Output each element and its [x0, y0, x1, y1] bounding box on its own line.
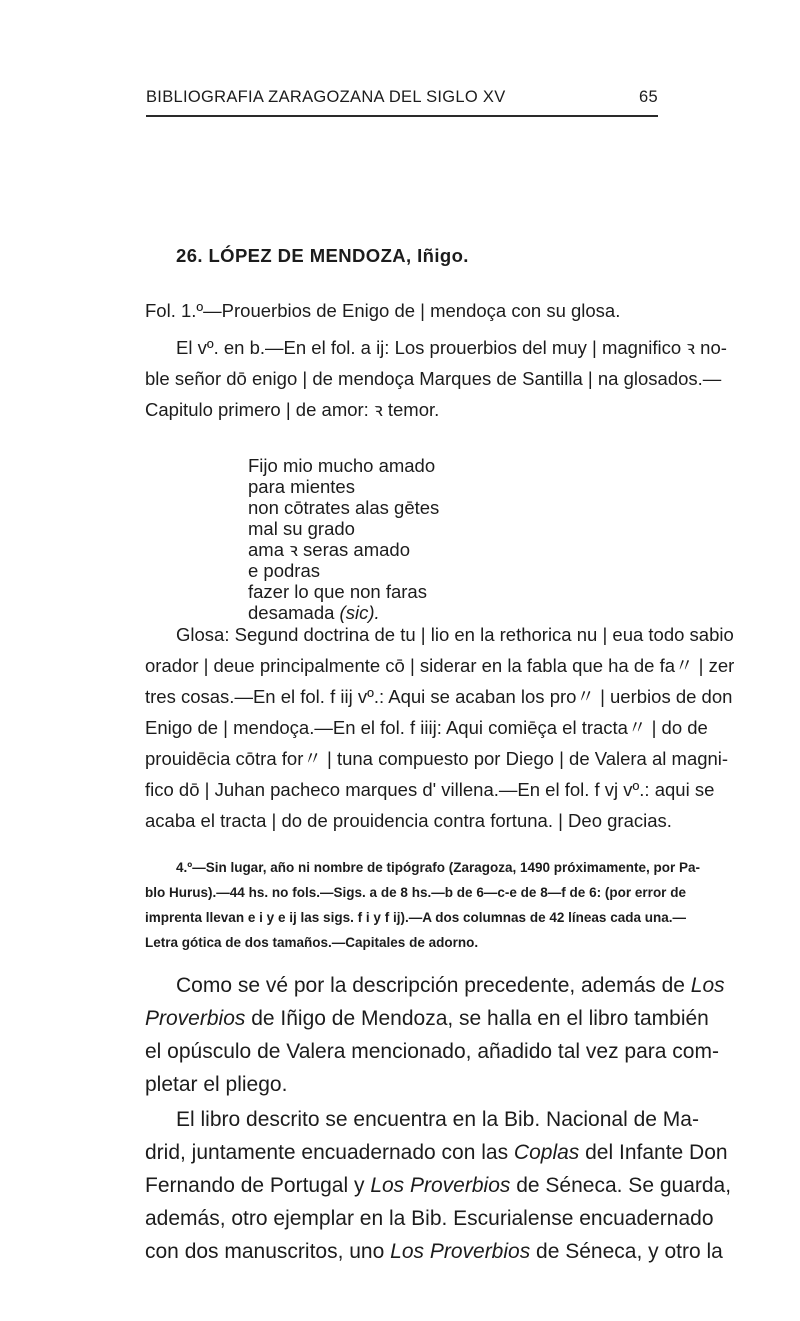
note-line: Letra gótica de dos tamaños.—Capitales de adorno.: [145, 935, 479, 950]
text-run: Fernando de Portugal y: [145, 1174, 371, 1197]
entry-number-author: 26. LÓPEZ DE MENDOZA,: [176, 245, 412, 266]
glosa-line: fico dō | Juhan pacheco marques d' villena.—En el fol. f vj vº.: aqui se: [145, 779, 715, 800]
glosa-line: orador | deue principalmente cō | siderar en la fabla que ha de fa〃 | zer: [145, 655, 735, 676]
description-line: Fol. 1.º—Prouerbios de Enigo de | mendoça con su glosa.: [145, 300, 621, 321]
glosa-line: Enigo de | mendoça.—En el fol. f iiij: Aqui comiēça el tracta〃 | do de: [145, 717, 708, 738]
commentary-line: El libro descrito se encuentra en la Bib. Nacional de Ma-: [176, 1108, 699, 1131]
text-run: de Séneca, y otro la: [530, 1240, 723, 1263]
commentary-line: [145, 1003, 709, 1034]
verse-line: fazer lo que non faras: [248, 581, 427, 602]
description-line: ble señor dō enigo | de mendoça Marques de Santilla | na glosados.—: [145, 368, 722, 389]
verse-line: mal su grado: [248, 518, 355, 539]
description-line: Capitulo primero | de amor: ꝛ temor.: [145, 399, 440, 420]
entry-heading: [176, 245, 469, 267]
glosa-line: prouidēcia cōtra for〃 | tuna compuesto por Diego | de Valera al magni-: [145, 748, 729, 769]
header-rule: [146, 115, 658, 117]
text-run: Como se vé por la descripción precedente, además de: [176, 974, 691, 997]
glosa-line: tres cosas.—En el fol. f iij vº.: Aqui se acaban los pro〃 | uerbios de don: [145, 686, 733, 707]
italic-title: Los Proverbios: [390, 1240, 531, 1263]
verse-line: ama ꝛ seras amado: [248, 539, 410, 560]
commentary-line: además, otro ejemplar en la Bib. Escurialense encuadernado: [145, 1207, 714, 1230]
commentary-line: el opúsculo de Valera mencionado, añadido tal vez para com-: [145, 1040, 719, 1063]
note-line: blo Hurus).—44 hs. no fols.—Sigs. a de 8 hs.—b de 6—c-e de 8—f de 6: (por error de: [145, 885, 686, 900]
commentary-line: [145, 1236, 723, 1267]
glosa-line: Glosa: Segund doctrina de tu | lio en la rethorica nu | eua todo sabio: [176, 624, 734, 645]
text-run: drid, juntamente encuadernado con las: [145, 1141, 514, 1164]
text-run: de Iñigo de Mendoza, se halla en el libro también: [245, 1007, 709, 1030]
verse-line: para mientes: [248, 476, 355, 497]
running-title: BIBLIOGRAFIA ZARAGOZANA DEL SIGLO XV: [146, 88, 506, 106]
description-line: El vº. en b.—En el fol. a ij: Los prouerbios del muy | magnifico ꝛ no-: [176, 337, 727, 358]
italic-title: Los: [690, 974, 725, 997]
italic-title: Proverbios: [145, 1007, 246, 1030]
note-line: 4.º—Sin lugar, año ni nombre de tipógrafo (Zaragoza, 1490 próximamente, por Pa-: [176, 860, 701, 875]
verse-block: [248, 455, 439, 623]
note-line: imprenta llevan e i y e ij las sigs. f i y f ij).—A dos columnas de 42 líneas cada una.—: [145, 910, 686, 925]
verse-text: desamada: [248, 602, 335, 623]
commentary-line: [145, 1170, 732, 1201]
verse-line: Fijo mio mucho amado: [248, 455, 436, 476]
commentary-line: pletar el pliego.: [145, 1073, 288, 1096]
commentary-line: [145, 1137, 728, 1168]
text-run: del Infante Don: [579, 1141, 728, 1164]
entry-given-name: Iñigo.: [417, 245, 469, 266]
verse-line: non cōtrates alas gētes: [248, 497, 440, 518]
italic-title: Los Proverbios: [370, 1174, 511, 1197]
text-run: de Séneca. Se guarda,: [510, 1174, 732, 1197]
text-run: con dos manuscritos, uno: [145, 1240, 391, 1263]
commentary-line: [176, 970, 725, 1001]
glosa-line: acaba el tracta | do de prouidencia contra fortuna. | Deo gracias.: [145, 810, 672, 831]
sic-annotation: (sic).: [339, 602, 380, 623]
italic-title: Coplas: [513, 1141, 580, 1164]
page-number: 65: [639, 88, 658, 106]
verse-line: e podras: [248, 560, 320, 581]
